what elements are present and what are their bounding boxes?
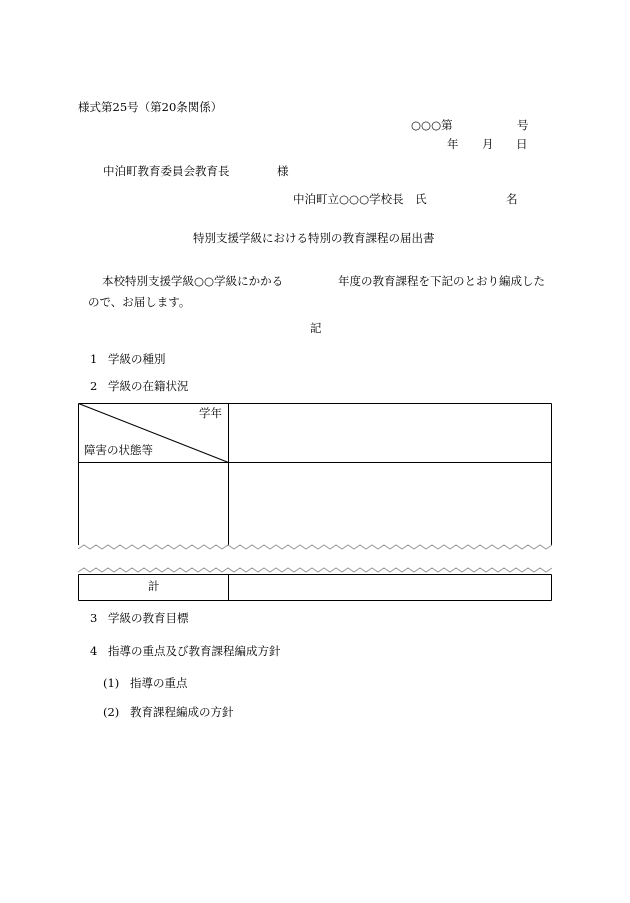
date-year-label: 年: [447, 137, 459, 151]
section-item-4: [90, 645, 281, 659]
ki-heading: 記: [310, 321, 322, 335]
document-number-suffix: 号: [517, 118, 529, 132]
section-item-2: [90, 380, 189, 394]
sender-org: 中泊町立○○○学校長 氏: [293, 192, 427, 206]
section-number: 4: [90, 644, 98, 658]
addressee-name: 中泊町教育委員会教育長: [103, 164, 230, 178]
section-item-1: [90, 353, 166, 367]
section-label: 学級の在籍状況: [108, 379, 189, 393]
form-number: 様式第25号（第20条関係）: [78, 100, 223, 114]
subsection-label: 教育課程編成の方針: [130, 705, 234, 719]
subsection-number: (2): [103, 705, 120, 719]
sender-name-mark: 名: [506, 192, 518, 206]
body-text-part-2: 年度の教育課程を下記のとおり編成した: [338, 274, 545, 288]
subsection-number: (1): [103, 676, 120, 690]
subsection-item-2: [103, 706, 234, 720]
table-break-wave-upper: [78, 545, 552, 549]
body-text-line-2: ので、お届します。: [88, 295, 191, 309]
subsection-item-1: [103, 677, 188, 691]
body-text-part-1: 本校特別支援学級○○学級にかかる: [102, 274, 284, 288]
section-label: 学級の種別: [108, 352, 166, 366]
document-title: 特別支援学級における特別の教育課程の届出書: [193, 231, 435, 245]
sender: [293, 192, 518, 207]
section-label: 指導の重点及び教育課程編成方針: [108, 644, 281, 658]
document-number-field: [411, 118, 529, 133]
section-item-3: [90, 612, 189, 626]
body-text-line-1: [102, 274, 545, 289]
addressee: [103, 164, 289, 179]
section-number: 3: [90, 611, 98, 625]
date-day-label: 日: [516, 137, 528, 151]
table-break-wave-lower: [78, 568, 552, 572]
table-total-label: 計: [148, 579, 160, 593]
date-month-label: 月: [482, 137, 494, 151]
section-label: 学級の教育目標: [108, 611, 189, 625]
document-number-prefix: ○○○第: [411, 118, 453, 132]
subsection-label: 指導の重点: [130, 676, 188, 690]
table-header-grade: 学年: [199, 406, 222, 420]
section-number: 2: [90, 379, 98, 393]
table-header-disability-status: 障害の状態等: [84, 443, 153, 457]
addressee-honorific: 様: [277, 164, 289, 178]
section-number: 1: [90, 352, 98, 366]
